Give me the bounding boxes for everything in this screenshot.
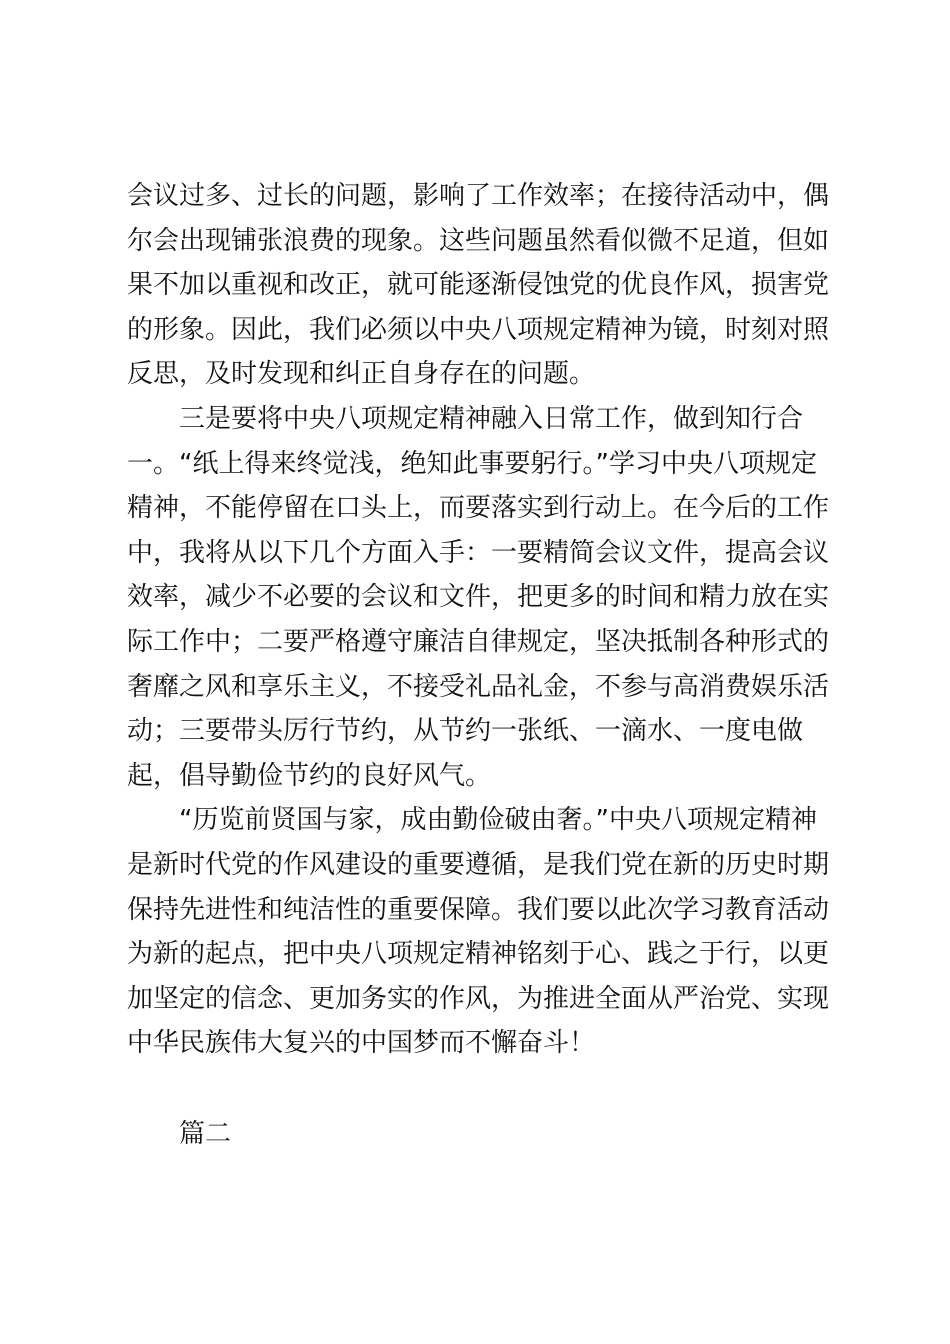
text-line: 起，倡导勤俭节约的良好风气。 [127, 760, 492, 791]
text-line: 精神，不能停留在口头上，而要落实到行动上。在今后的工作 [127, 493, 830, 524]
text-line: 保持先进性和纯洁性的重要保障。我们要以此次学习教育活动 [127, 894, 830, 925]
text-line: 中，我将从以下几个方面入手：一要精简会议文件，提高会议 [127, 537, 830, 568]
text-line: 奢靡之风和享乐主义，不接受礼品礼金，不参与高消费娱乐活 [127, 671, 830, 702]
text-line: 中华民族伟大复兴的中国梦而不懈奋斗！ [127, 1028, 596, 1059]
text-line: 一。“纸上得来终觉浅，绝知此事要躬行。”学习中央八项规定 [127, 448, 817, 479]
text-line: 是新时代党的作风建设的重要遵循，是我们党在新的历史时期 [127, 849, 830, 880]
body-text [127, 174, 830, 1066]
text-line: 的形象。因此，我们必须以中央八项规定精神为镜，时刻对照 [127, 314, 830, 345]
text-line: 加坚定的信念、更加务实的作风，为推进全面从严治党、实现 [127, 983, 830, 1014]
section-title: 篇二 [179, 1119, 232, 1149]
text-line: 会议过多、过长的问题，影响了工作效率；在接待活动中，偶 [127, 181, 830, 211]
text-line: “历览前贤国与家，成由勤俭破由奢。”中央八项规定精神 [179, 805, 817, 836]
text-line: 为新的起点，把中央八项规定精神铭刻于心、践之于行，以更 [127, 939, 830, 970]
text-line: 尔会出现铺张浪费的现象。这些问题虽然看似微不足道，但如 [127, 225, 830, 256]
text-line: 三是要将中央八项规定精神融入日常工作，做到知行合 [179, 403, 804, 434]
text-line: 反思，及时发现和纠正自身存在的问题。 [127, 359, 596, 390]
text-line: 际工作中；二要严格遵守廉洁自律规定，坚决抵制各种形式的 [127, 626, 830, 657]
text-line: 动；三要带头厉行节约，从节约一张纸、一滴水、一度电做 [127, 716, 804, 747]
text-line: 果不加以重视和改正，就可能逐渐侵蚀党的优良作风，损害党 [127, 270, 830, 301]
text-line: 效率，减少不必要的会议和文件，把更多的时间和精力放在实 [127, 582, 830, 613]
